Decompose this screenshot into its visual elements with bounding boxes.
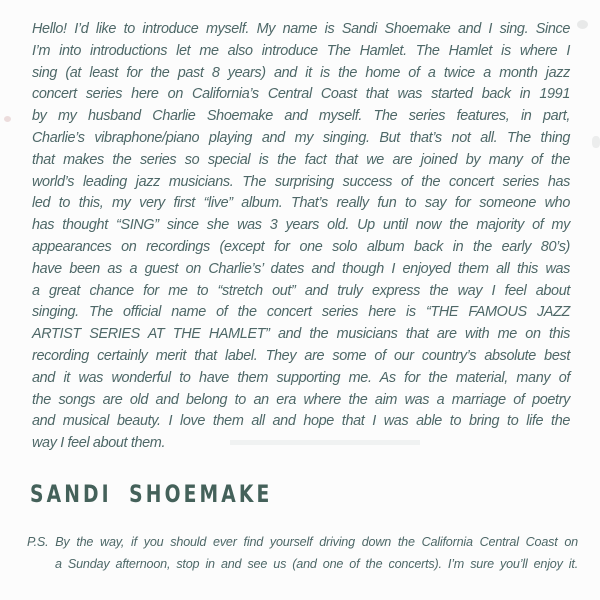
liner-notes-text bbox=[32, 19, 570, 455]
liner-notes-line: by my husband Charlie Shoemake and myself. The series features, in part, bbox=[32, 108, 570, 125]
liner-notes-line: I’m into introductions let me also introduce The Hamlet. The Hamlet is where I bbox=[32, 42, 570, 59]
liner-notes-line: a great chance for me to “stretch out” and truly express the way I feel about bbox=[32, 282, 570, 299]
liner-notes-line: that makes the series so special is the fact that we are joined by many of the bbox=[32, 151, 570, 168]
scan-artifact bbox=[592, 136, 600, 148]
liner-notes-line: Hello! I’d like to introduce myself. My name is Sandi Shoemake and I sing. Since bbox=[32, 21, 570, 37]
liner-notes-line: and musical beauty. I love them all and hope that I was able to bring to life the bbox=[32, 413, 570, 430]
liner-notes-line: the songs are old and belong to an era where the aim was a marriage of poetry bbox=[32, 391, 570, 408]
liner-notes-line: has thought “SING” since she was 3 years old. Up until now the majority of my bbox=[32, 217, 570, 234]
signature-sandi-shoemake: SANDI SHOEMAKE bbox=[30, 480, 273, 508]
scan-artifact bbox=[4, 116, 11, 122]
liner-notes-line: ARTIST SERIES AT THE HAMLET” and the musicians that are with me on this bbox=[32, 326, 570, 343]
liner-notes-line: appearances on recordings (except for one solo album back in the early 80’s) bbox=[32, 238, 570, 255]
liner-notes-line: recording certainly merit that label. They are some of our country’s absolute best bbox=[32, 347, 570, 364]
liner-notes-line: sing (at least for the past 8 years) and it is the home of a twice a month jazz bbox=[32, 64, 570, 81]
liner-notes-line: singing. The official name of the concert series here is “THE FAMOUS JAZZ bbox=[32, 304, 570, 321]
liner-notes-line: Charlie’s vibraphone/piano playing and my singing. But that’s not all. The thing bbox=[32, 129, 570, 146]
postscript bbox=[27, 531, 578, 575]
liner-notes-line: led to this, my very first “live” album. That’s really fun to say for someone who bbox=[32, 195, 570, 212]
postscript-line: a Sunday afternoon, stop in and see us (and one of the concerts). I’m sure you’ll enjoy it. bbox=[55, 557, 578, 571]
liner-notes-line: have been as a guest on Charlie’s’ dates and though I enjoyed them all this was bbox=[32, 260, 570, 277]
postscript-line: P.S. By the way, if you should ever find yourself driving down the California Central Coast on bbox=[27, 535, 578, 549]
liner-notes-line: concert series here on California’s Central Coast that was started back in 1991 bbox=[32, 86, 570, 103]
liner-notes-line: world’s leading jazz musicians. The surprising success of the concert series has bbox=[32, 173, 570, 190]
scan-artifact bbox=[577, 20, 588, 29]
liner-notes-line: and it was wonderful to have them supporting me. As for the material, many of bbox=[32, 369, 570, 386]
liner-notes-line: way I feel about them. bbox=[32, 435, 166, 452]
